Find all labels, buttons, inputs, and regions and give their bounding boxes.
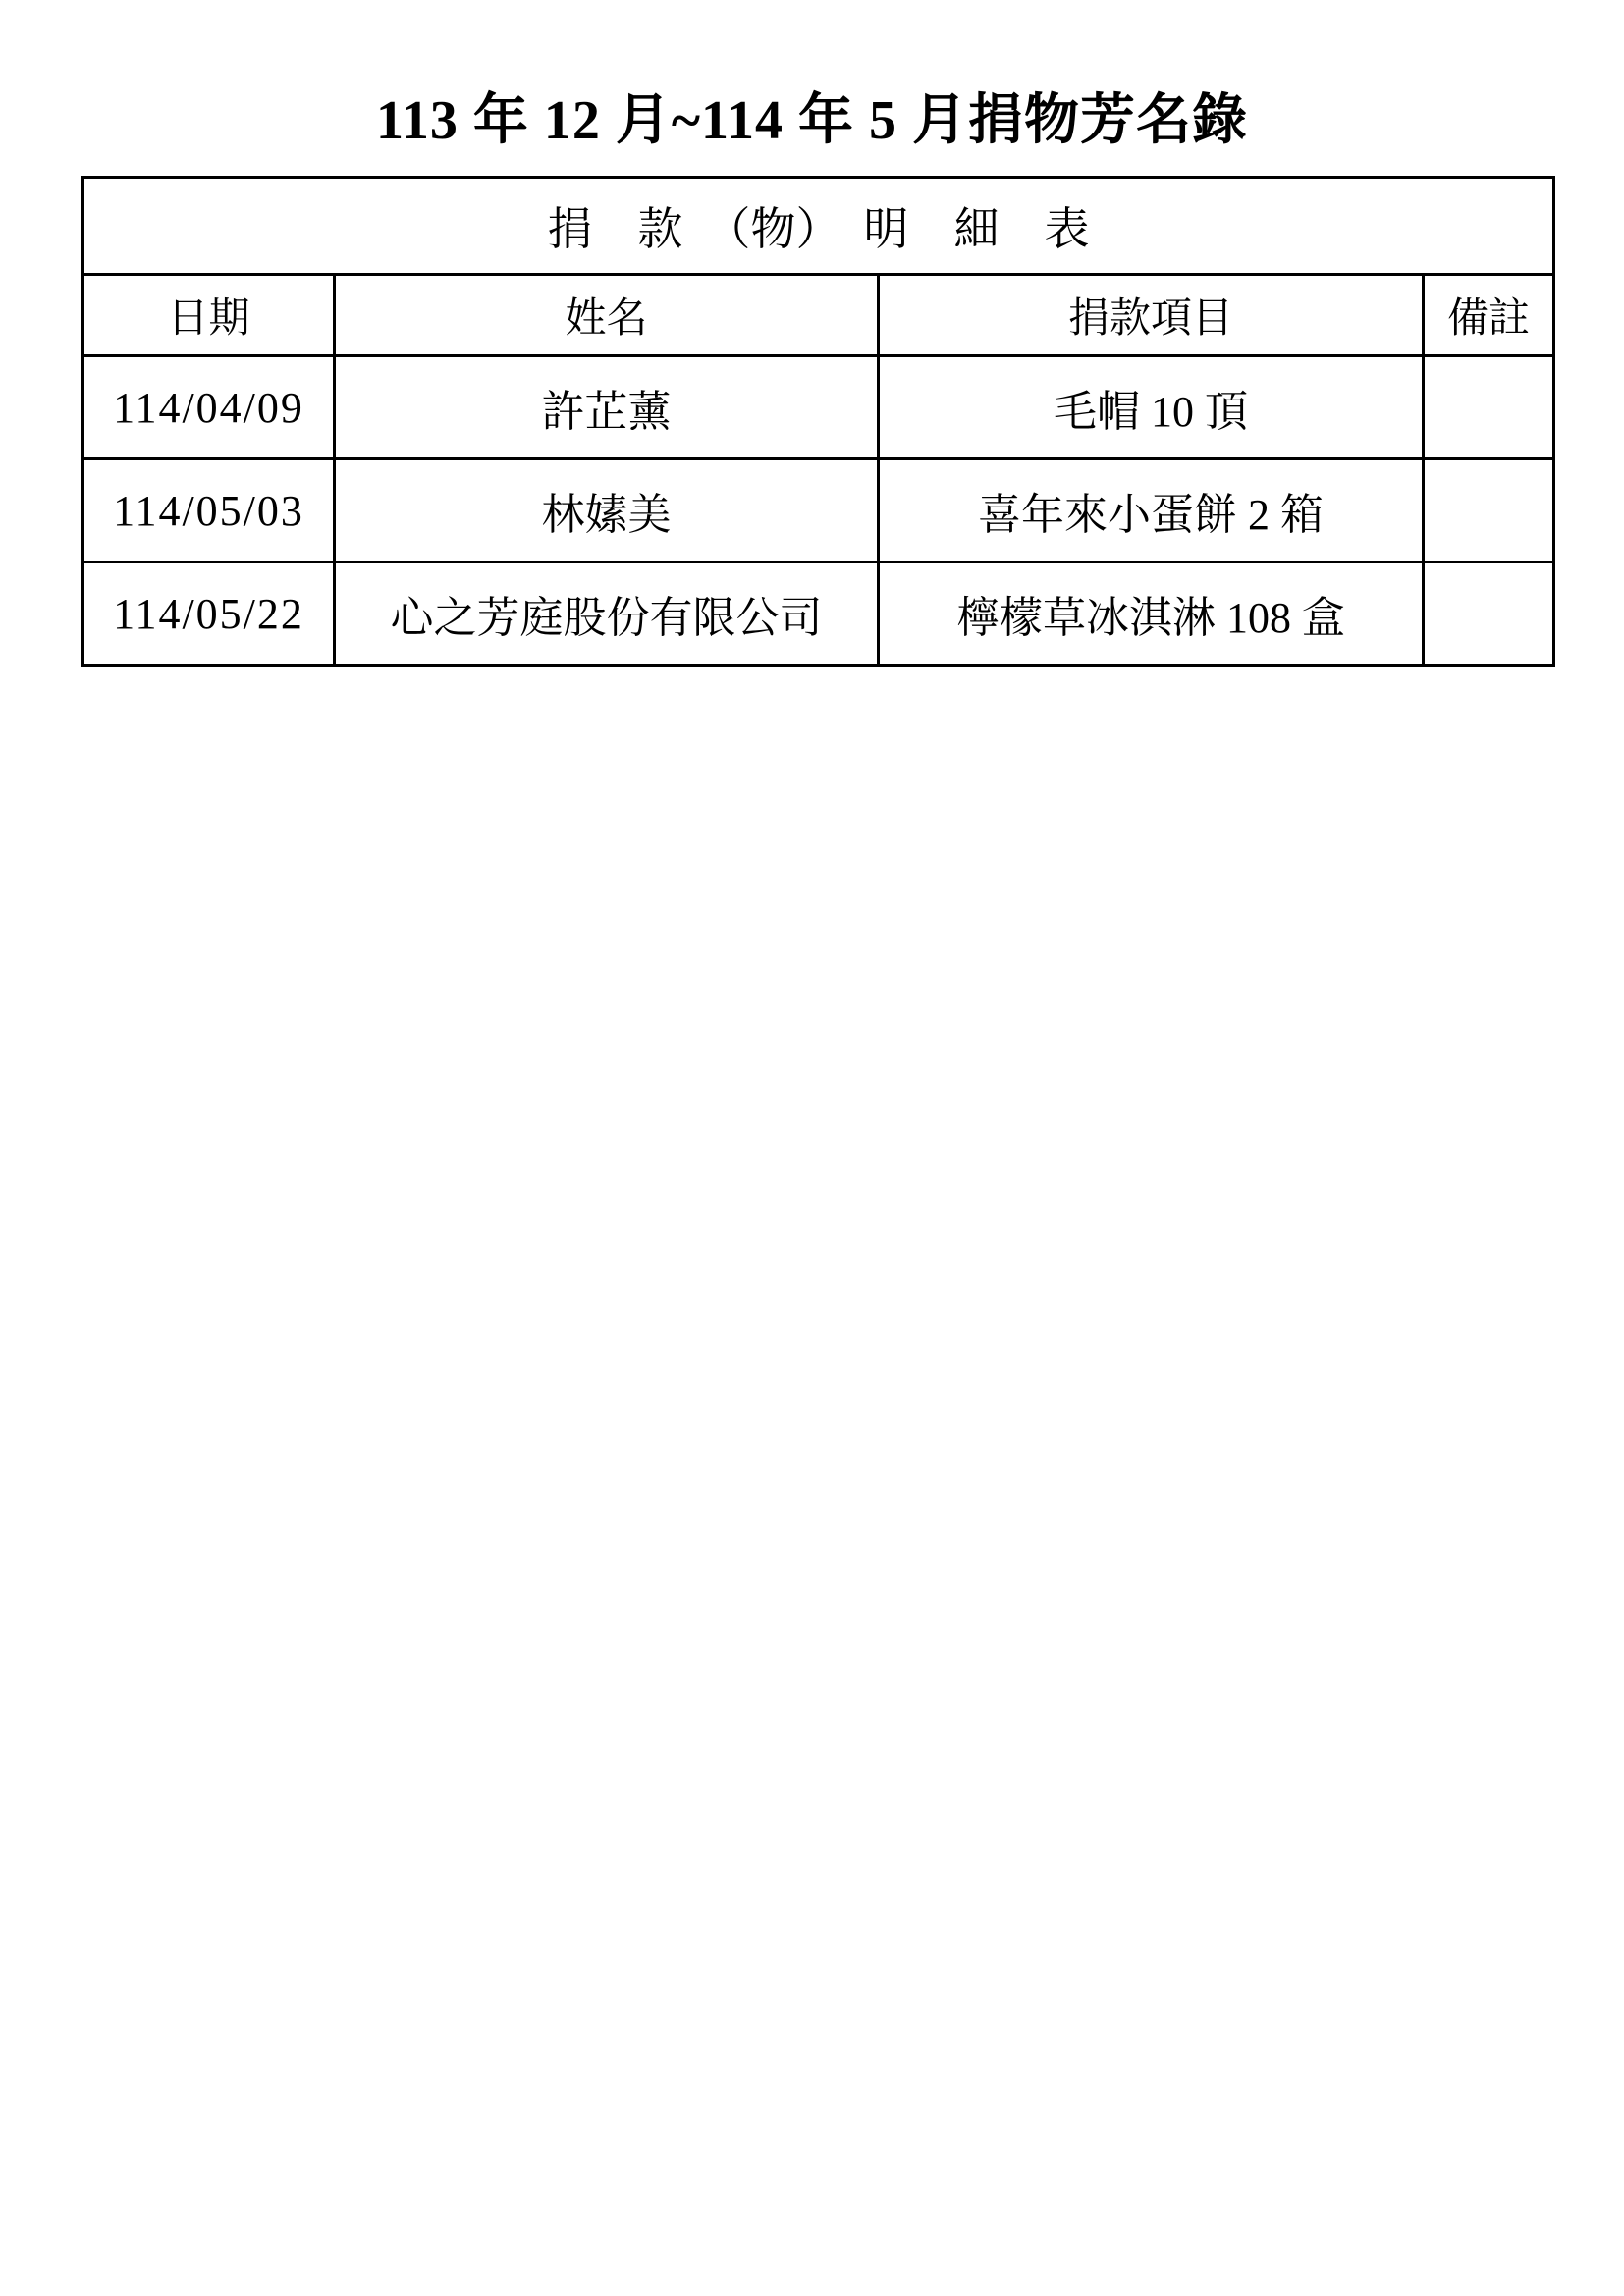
item-cell: 檸檬草冰淇淋 108 盒	[879, 562, 1424, 666]
column-header-item: 捐款項目	[879, 275, 1424, 356]
date-cell: 114/04/09	[83, 356, 335, 459]
name-cell: 林嫊美	[335, 459, 879, 562]
column-header-date: 日期	[83, 275, 335, 356]
column-header-name: 姓名	[335, 275, 879, 356]
name-cell: 心之芳庭股份有限公司	[335, 562, 879, 666]
note-cell	[1424, 356, 1554, 459]
table-row	[83, 459, 1554, 562]
name-cell: 許芷薰	[335, 356, 879, 459]
table-row	[83, 562, 1554, 666]
item-cell: 毛帽 10 頂	[879, 356, 1424, 459]
item-cell: 喜年來小蛋餅 2 箱	[879, 459, 1424, 562]
note-cell	[1424, 562, 1554, 666]
table-row	[83, 356, 1554, 459]
date-cell: 114/05/22	[83, 562, 335, 666]
donation-table	[81, 176, 1555, 667]
page-title: 113 年 12 月~114 年 5 月捐物芳名錄	[376, 90, 1248, 151]
table-title-row	[83, 178, 1554, 275]
note-cell	[1424, 459, 1554, 562]
column-header-row	[83, 275, 1554, 356]
table-title: 捐 款 （物） 明 細 表	[83, 178, 1554, 275]
column-header-note: 備註	[1424, 275, 1554, 356]
date-cell: 114/05/03	[83, 459, 335, 562]
